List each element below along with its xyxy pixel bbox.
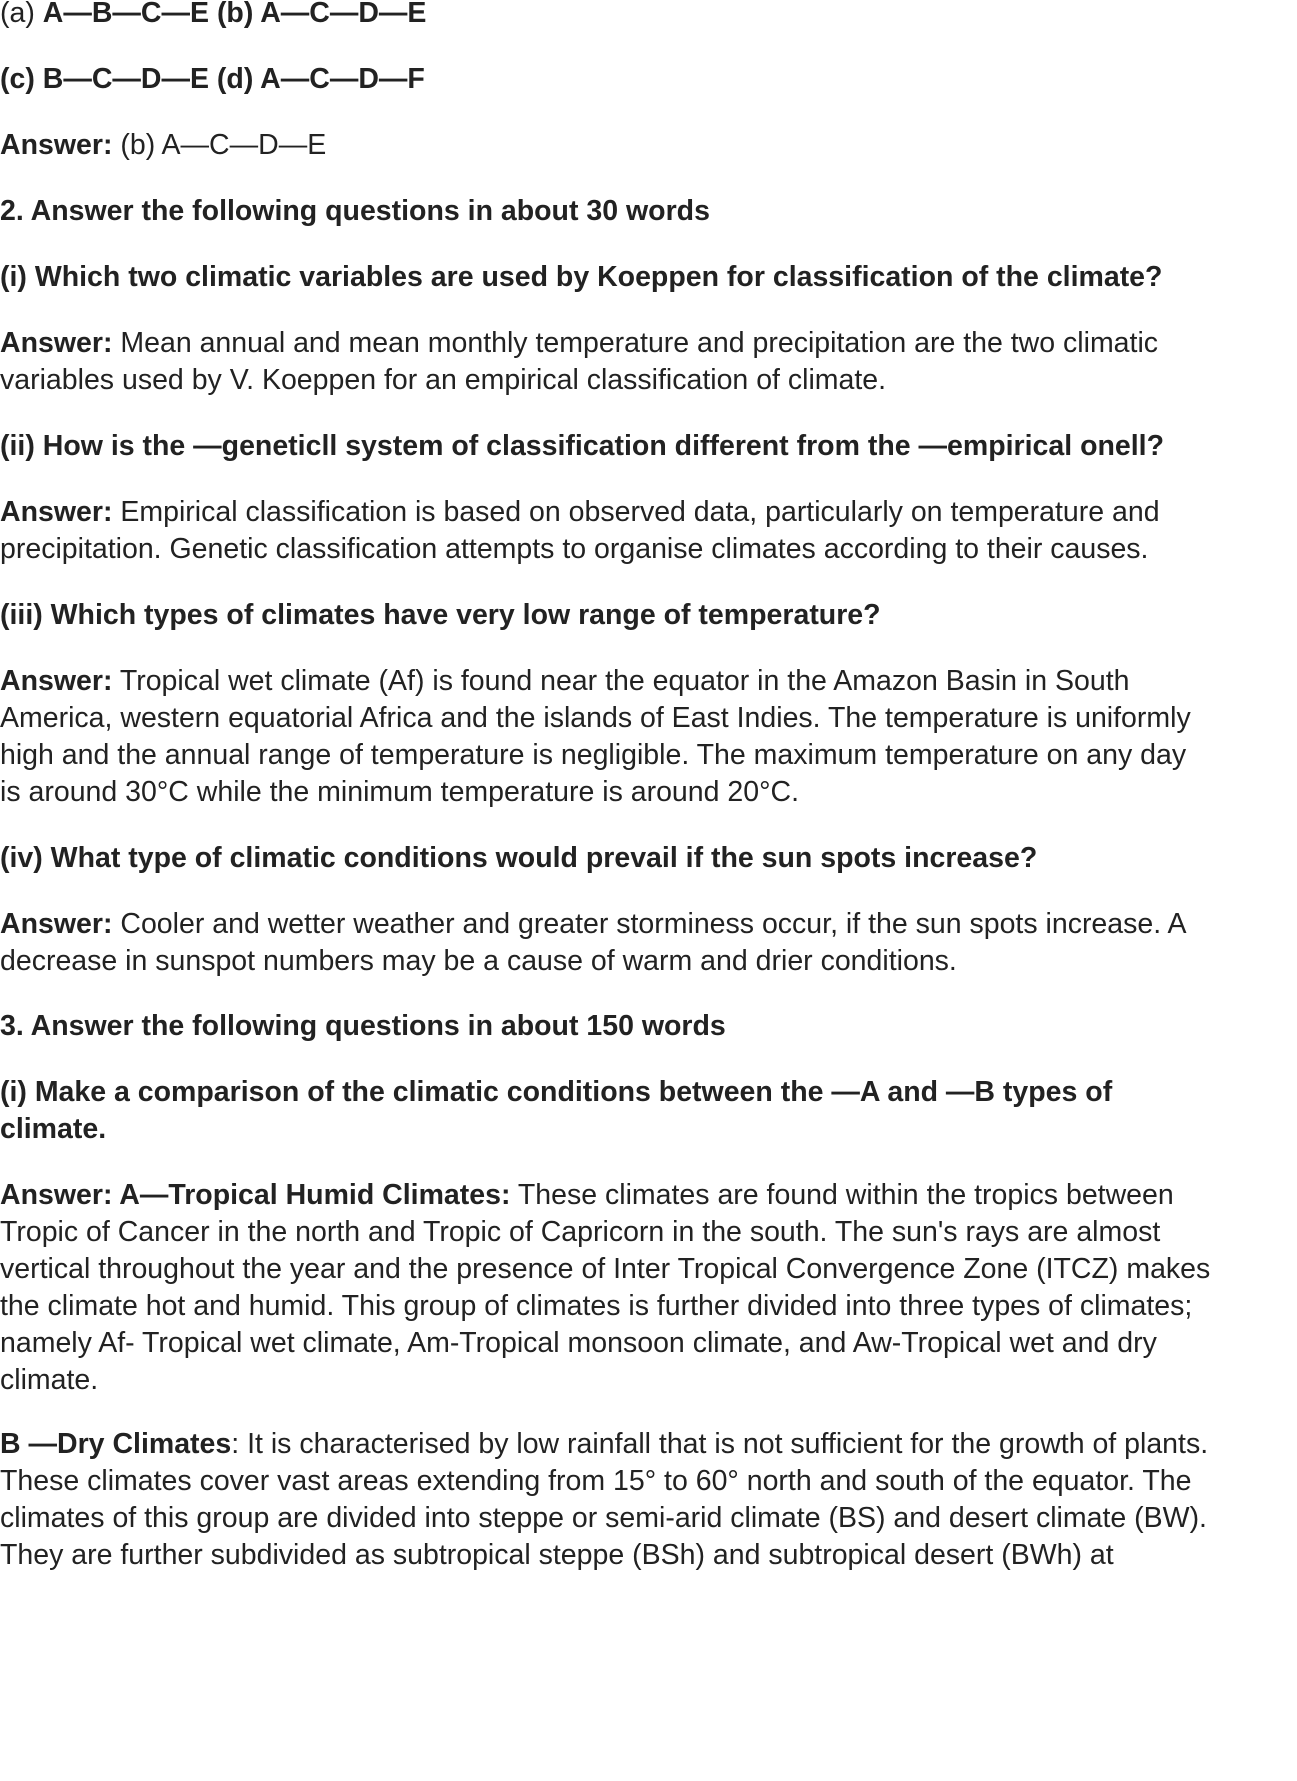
answer-2-iii-line-4: is around 30°C while the minimum temperature is around 20°C. bbox=[0, 776, 800, 808]
question-2-ii: (ii) How is the —geneticll system of classification different from the —empirical onell? bbox=[0, 430, 1164, 462]
answer-2-i-line-1 bbox=[0, 322, 1158, 364]
answer-label: Answer: bbox=[0, 908, 113, 940]
question-3-i-line-1: (i) Make a comparison of the climatic conditions between the —A and —B types of bbox=[0, 1076, 1113, 1108]
answer-label: Answer: A—Tropical Humid Climates: bbox=[0, 1179, 511, 1211]
answer-label: Answer: bbox=[0, 327, 113, 359]
answer-3-i-line-2: Tropic of Cancer in the north and Tropic of Capricorn in the south. The sun's rays are almost bbox=[0, 1216, 1161, 1248]
answer-2-i-line-2: variables used by V. Koeppen for an empirical classification of climate. bbox=[0, 364, 887, 396]
answer-text: Empirical classification is based on observed data, particularly on temperature and bbox=[120, 496, 1160, 528]
answer-2-iv-line-1 bbox=[0, 903, 1187, 945]
answer-label: Answer: bbox=[0, 496, 113, 528]
mcq-options-line-1 bbox=[0, 0, 426, 34]
dry-climates-line-1 bbox=[0, 1423, 1208, 1465]
answer-2-iii-line-1 bbox=[0, 660, 1130, 702]
dry-climates-line-3: climates of this group are divided into steppe or semi-arid climate (BS) and desert climate (BW). bbox=[0, 1502, 1207, 1534]
answer-2-iii-line-3: high and the annual range of temperature is negligible. The maximum temperature on any day bbox=[0, 739, 1187, 771]
section-2-heading: 2. Answer the following questions in about 30 words bbox=[0, 195, 710, 227]
answer-text: Mean annual and mean monthly temperature and precipitation are the two climatic bbox=[120, 327, 1159, 359]
mcq-options-text: A—B—C—E (b) A—C—D—E bbox=[42, 0, 427, 29]
section-3-heading: 3. Answer the following questions in about 150 words bbox=[0, 1010, 726, 1042]
answer-label: Answer: bbox=[0, 665, 113, 697]
dry-climates-line-4: They are further subdivided as subtropical steppe (BSh) and subtropical desert (BWh) at bbox=[0, 1539, 1114, 1571]
answer-2-ii-line-1 bbox=[0, 491, 1160, 533]
mcq-option-a-label: (a) bbox=[0, 0, 35, 29]
mcq-answer bbox=[0, 124, 326, 166]
question-3-i-line-2: climate. bbox=[0, 1113, 107, 1145]
answer-2-iii-line-2: America, western equatorial Africa and the islands of East Indies. The temperature is uniformly bbox=[0, 702, 1191, 734]
answer-text: Tropical wet climate (Af) is found near the equator in the Amazon Basin in South bbox=[119, 665, 1130, 697]
answer-3-i-line-4: the climate hot and humid. This group of climates is further divided into three types of climates; bbox=[0, 1290, 1193, 1322]
answer-text: (b) A—C—D—E bbox=[120, 129, 327, 161]
question-2-iii: (iii) Which types of climates have very low range of temperature? bbox=[0, 599, 881, 631]
answer-3-i-line-6: climate. bbox=[0, 1364, 99, 1396]
dry-climates-label: B —Dry Climates bbox=[0, 1428, 232, 1460]
answer-text: These climates are found within the tropics between bbox=[517, 1179, 1174, 1211]
mcq-options-line-2: (c) B—C—D—E (d) A—C—D—F bbox=[0, 63, 425, 95]
answer-3-i-line-3: vertical throughout the year and the presence of Inter Tropical Convergence Zone (ITCZ) makes bbox=[0, 1253, 1211, 1285]
dry-climates-text: : It is characterised by low rainfall that is not sufficient for the growth of plants. bbox=[231, 1428, 1209, 1460]
answer-3-i-line-1 bbox=[0, 1174, 1174, 1216]
answer-text: Cooler and wetter weather and greater storminess occur, if the sun spots increase. A bbox=[120, 908, 1187, 940]
dry-climates-line-2: These climates cover vast areas extending from 15° to 60° north and south of the equator. The bbox=[0, 1465, 1192, 1497]
answer-2-iv-line-2: decrease in sunspot numbers may be a cause of warm and drier conditions. bbox=[0, 945, 957, 977]
answer-label: Answer: bbox=[0, 129, 113, 161]
question-2-iv: (iv) What type of climatic conditions would prevail if the sun spots increase? bbox=[0, 842, 1038, 874]
answer-2-ii-line-2: precipitation. Genetic classification attempts to organise climates according to their causes. bbox=[0, 533, 1149, 565]
question-2-i: (i) Which two climatic variables are used by Koeppen for classification of the climate? bbox=[0, 261, 1163, 293]
answer-3-i-line-5: namely Af- Tropical wet climate, Am-Tropical monsoon climate, and Aw-Tropical wet and dry bbox=[0, 1327, 1157, 1359]
